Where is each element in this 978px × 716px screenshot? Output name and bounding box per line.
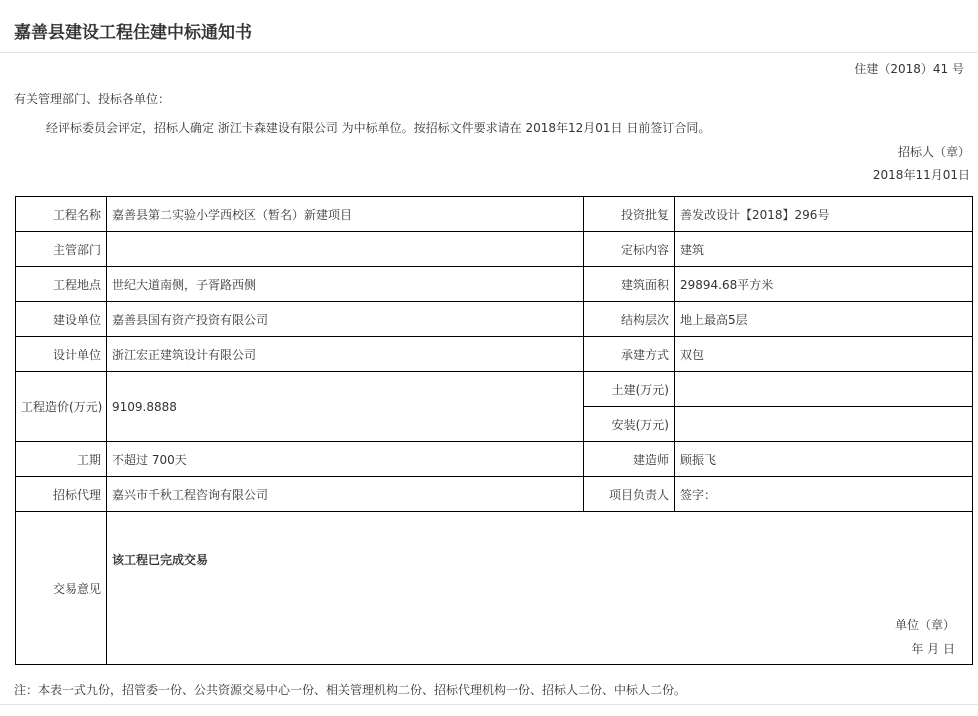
issue-date: 2018年11月01日: [872, 168, 970, 182]
table-row: [16, 442, 973, 477]
location-value: 世纪大道南侧，子胥路西侧: [107, 267, 584, 302]
opinion-date: 年 月 日: [911, 641, 955, 656]
location-label: 工程地点: [16, 267, 107, 302]
project-name-label: 工程名称: [16, 197, 107, 232]
contract-mode-label: 承建方式: [584, 337, 675, 372]
install-cost-value: [675, 407, 973, 442]
structure-floors-value: 地上最高5层: [675, 302, 973, 337]
table-row: [16, 477, 973, 512]
award-scope-value: 建筑: [675, 232, 973, 267]
table-row: [16, 512, 973, 665]
owner-value: 嘉善县国有资产投资有限公司: [107, 302, 584, 337]
award-scope-label: 定标内容: [584, 232, 675, 267]
builder-value: 顾振飞: [675, 442, 973, 477]
table-row: [16, 372, 973, 407]
trade-opinion-cell: [107, 512, 973, 665]
opinion-seal-label: 单位（章）: [894, 617, 955, 632]
department-value: [107, 232, 584, 267]
title-divider: [0, 52, 978, 53]
bottom-divider: [0, 704, 978, 705]
civil-cost-label: 土建(万元): [584, 372, 675, 407]
page-title: 嘉善县建设工程住建中标通知书: [14, 23, 252, 43]
agent-value: 嘉兴市千秋工程咨询有限公司: [107, 477, 584, 512]
table-row: [16, 232, 973, 267]
project-name-value: 嘉善县第二实验小学西校区（暂名）新建项目: [107, 197, 584, 232]
cost-value: 9109.8888: [107, 372, 584, 442]
table-row: [16, 302, 973, 337]
building-area-label: 建筑面积: [584, 267, 675, 302]
contract-mode-value: 双包: [675, 337, 973, 372]
agent-label: 招标代理: [16, 477, 107, 512]
award-info-table: [15, 196, 973, 665]
notice-body-text: 经评标委员会评定，招标人确定 浙江卡森建设有限公司 为中标单位。按招标文件要求请在 2018年12月01日 日前签订合同。: [46, 121, 711, 135]
structure-floors-label: 结构层次: [584, 302, 675, 337]
install-cost-label: 安装(万元): [584, 407, 675, 442]
duration-label: 工期: [16, 442, 107, 477]
civil-cost-value: [675, 372, 973, 407]
department-label: 主管部门: [16, 232, 107, 267]
owner-label: 建设单位: [16, 302, 107, 337]
table-row: [16, 267, 973, 302]
project-manager-value: 签字：: [675, 477, 973, 512]
trade-opinion-content: [112, 513, 967, 664]
salutation: 有关管理部门、投标各单位：: [14, 92, 171, 106]
duration-value: 不超过 700天: [107, 442, 584, 477]
table-row: [16, 197, 973, 232]
designer-label: 设计单位: [16, 337, 107, 372]
investment-approval-value: 善发改设计【2018】296号: [675, 197, 973, 232]
builder-label: 建造师: [584, 442, 675, 477]
table-row: [16, 337, 973, 372]
investment-approval-label: 投资批复: [584, 197, 675, 232]
trade-opinion-text: 该工程已完成交易: [112, 552, 209, 567]
footnote: 注：本表一式九份，招管委一份、公共资源交易中心一份、相关管理机构二份、招标代理机构一份、招标人二份、中标人二份。: [14, 683, 687, 697]
cost-label: 工程造价(万元): [16, 372, 107, 442]
trade-opinion-label: 交易意见: [16, 512, 107, 665]
issuer-seal-label: 招标人（章）: [897, 145, 970, 159]
project-manager-label: 项目负责人: [584, 477, 675, 512]
document-number: 住建（2018）41 号: [854, 62, 964, 76]
designer-value: 浙江宏正建筑设计有限公司: [107, 337, 584, 372]
building-area-value: 29894.68平方米: [675, 267, 973, 302]
